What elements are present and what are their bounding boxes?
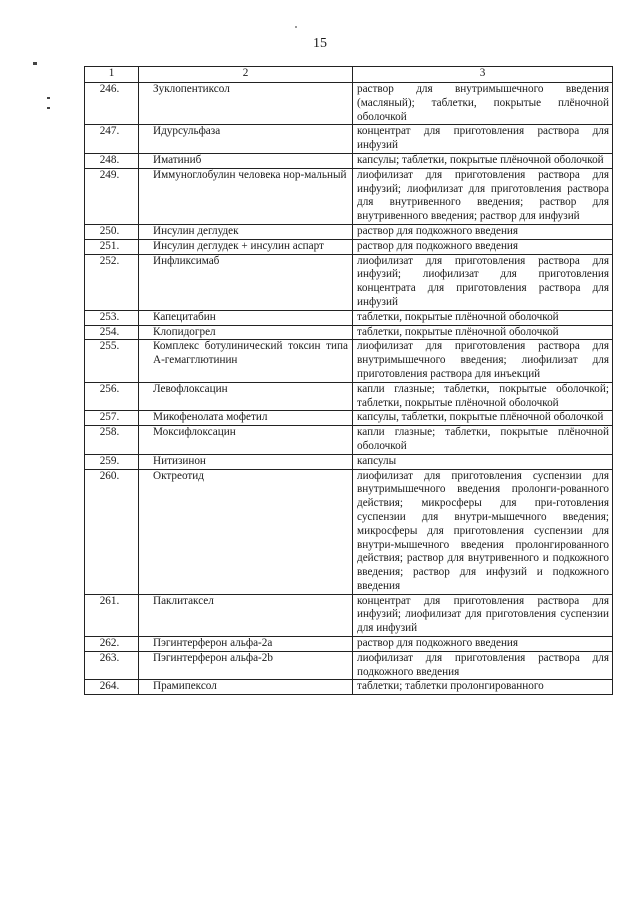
table-row [85,680,613,695]
drug-name: Иммуноглобулин человека нор-мальный [139,168,353,224]
drug-name: Микофенолата мофетил [139,411,353,426]
dosage-form: концентрат для приготовления раствора для инфузий; лиофилизат для приготовления суспензии для инфузий [353,594,613,636]
scan-mark [295,26,297,28]
dosage-form: раствор для подкожного введения [353,224,613,239]
dosage-form: лиофилизат для приготовления раствора для внутримышечного введения; лиофилизат для приготовления раствора для инъекций [353,340,613,382]
row-number: 263. [85,651,139,680]
row-number: 254. [85,325,139,340]
row-number: 249. [85,168,139,224]
row-number: 248. [85,153,139,168]
row-number: 262. [85,637,139,652]
dosage-form: капсулы, таблетки, покрытые плёночной оболочкой [353,411,613,426]
drug-name: Пэгинтерферон альфа-2b [139,651,353,680]
row-number: 253. [85,310,139,325]
table-row [85,224,613,239]
table-row [85,594,613,636]
drug-name: Моксифлоксацин [139,426,353,455]
drug-name: Идурсульфаза [139,125,353,154]
drug-name: Левофлоксацин [139,382,353,411]
drug-table [84,66,613,695]
row-number: 251. [85,239,139,254]
table-header-row [85,67,613,83]
drug-name: Инсулин деглудек + инсулин аспарт [139,239,353,254]
dosage-form: таблетки, покрытые плёночной оболочкой [353,310,613,325]
drug-name: Клопидогрел [139,325,353,340]
dosage-form: концентрат для приготовления раствора для инфузий [353,125,613,154]
table-row [85,454,613,469]
dosage-form: раствор для подкожного введения [353,239,613,254]
table-row [85,153,613,168]
row-number: 252. [85,254,139,310]
table-row [85,239,613,254]
row-number: 264. [85,680,139,695]
dosage-form: капли глазные; таблетки, покрытые плёночной оболочкой [353,426,613,455]
table-row [85,254,613,310]
table-row [85,637,613,652]
table-row [85,83,613,125]
drug-name: Зуклопентиксол [139,83,353,125]
table-row [85,125,613,154]
drug-name: Инсулин деглудек [139,224,353,239]
row-number: 255. [85,340,139,382]
row-number: 261. [85,594,139,636]
drug-name: Пэгинтерферон альфа-2а [139,637,353,652]
table-row [85,426,613,455]
dosage-form: лиофилизат для приготовления раствора для инфузий; лиофилизат для приготовления раствора для внутривенного введения; раствор для внутривенного введения; раствор для инфузий [353,168,613,224]
drug-name: Комплекс ботулинический токсин типа А-гемагглютинин [139,340,353,382]
row-number: 260. [85,469,139,594]
scan-mark [47,107,50,109]
drug-name: Прамипексол [139,680,353,695]
row-number: 250. [85,224,139,239]
row-number: 257. [85,411,139,426]
drug-name: Иматиниб [139,153,353,168]
table-row [85,651,613,680]
row-number: 247. [85,125,139,154]
table-row [85,411,613,426]
column-header-form: 3 [353,67,613,83]
dosage-form: лиофилизат для приготовления раствора для подкожного введения [353,651,613,680]
row-number: 258. [85,426,139,455]
dosage-form: капли глазные; таблетки, покрытые оболочкой; таблетки, покрытые плёночной оболочкой [353,382,613,411]
drug-name: Паклитаксел [139,594,353,636]
dosage-form: таблетки; таблетки пролонгированного [353,680,613,695]
table-row [85,382,613,411]
table-row [85,325,613,340]
dosage-form: лиофилизат для приготовления суспензии для внутримышечного введения пролонги-рованного действия; микросферы для при-готовления суспензии для внутри-мышечного введения; микросферы для приготовления суспензии для внутри-мышечного введения пролонгированного действия; раствор для внутривенного и подкожного введения; раствор для инфузий и подкожного введения [353,469,613,594]
row-number: 246. [85,83,139,125]
table-row [85,340,613,382]
dosage-form: таблетки, покрытые плёночной оболочкой [353,325,613,340]
scan-mark [33,62,37,65]
table-row [85,310,613,325]
dosage-form: капсулы; таблетки, покрытые плёночной оболочкой [353,153,613,168]
column-header-name: 2 [139,67,353,83]
column-header-number: 1 [85,67,139,83]
drug-name: Октреотид [139,469,353,594]
page-number: 15 [313,36,327,51]
table-row [85,168,613,224]
scan-mark [47,97,50,99]
table-row [85,469,613,594]
drug-name: Нитизинон [139,454,353,469]
drug-name: Инфликсимаб [139,254,353,310]
dosage-form: лиофилизат для приготовления раствора для инфузий; лиофилизат для приготовления концентрата для приготовления раствора для инфузий [353,254,613,310]
dosage-form: капсулы [353,454,613,469]
drug-name: Капецитабин [139,310,353,325]
dosage-form: раствор для внутримышечного введения (масляный); таблетки, покрытые плёночной оболочкой [353,83,613,125]
dosage-form: раствор для подкожного введения [353,637,613,652]
row-number: 256. [85,382,139,411]
row-number: 259. [85,454,139,469]
